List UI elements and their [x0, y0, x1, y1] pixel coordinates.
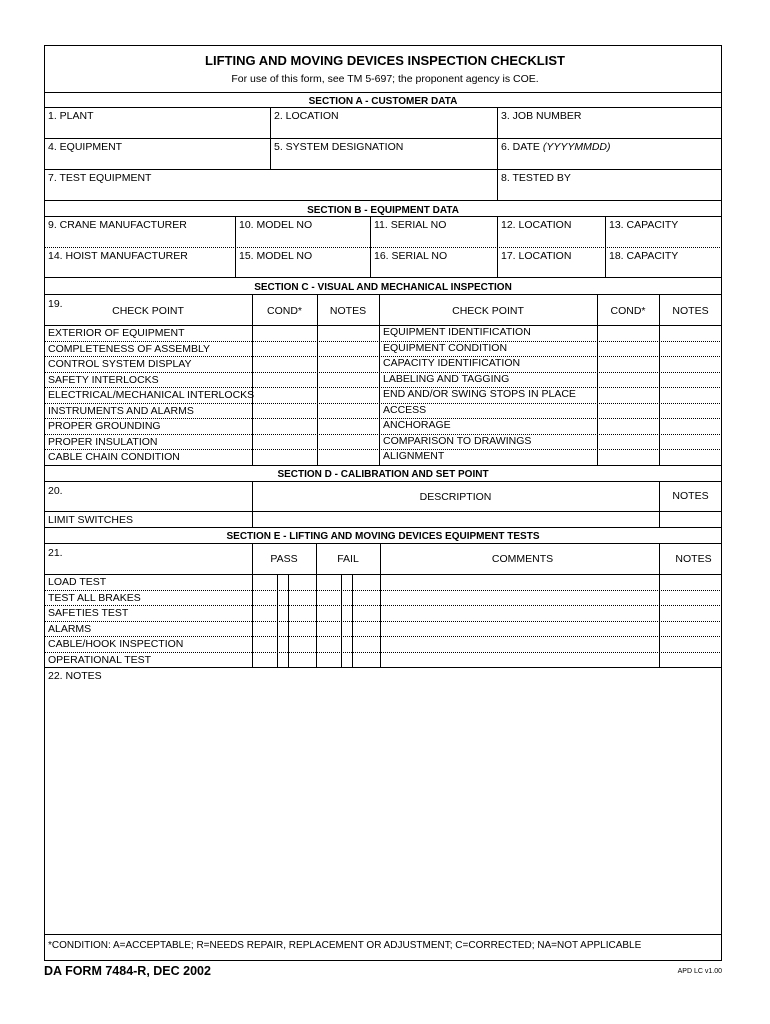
form-number: DA FORM 7484-R, DEC 2002	[44, 964, 211, 978]
date-label: 6. DATE	[501, 141, 540, 153]
visual-check-item-left: INSTRUMENTS AND ALARMS	[48, 404, 194, 417]
equipment-test-item: CABLE/HOOK INSPECTION	[48, 638, 184, 650]
section-e-header: SECTION E - LIFTING AND MOVING DEVICES EQUIPMENT TESTS	[226, 531, 540, 542]
system-designation-field[interactable]: 5. SYSTEM DESIGNATION	[274, 141, 404, 153]
section-a-header: SECTION A - CUSTOMER DATA	[308, 96, 458, 107]
visual-check-item-right: LABELING AND TAGGING	[383, 372, 510, 385]
notes-header-left: NOTES	[329, 305, 367, 317]
pass-header: PASS	[270, 553, 298, 565]
check-point-header-right: CHECK POINT	[452, 305, 524, 317]
hoist-serial-no-field[interactable]: 16. SERIAL NO	[374, 250, 448, 262]
plant-field[interactable]: 1. PLANT	[48, 110, 94, 122]
fail-box[interactable]	[341, 605, 353, 621]
notes-header-right: NOTES	[672, 305, 709, 317]
crane-manufacturer-field[interactable]: 9. CRANE MANUFACTURER	[48, 219, 187, 231]
visual-check-item-right: ALIGNMENT	[383, 450, 445, 463]
calibration-item: LIMIT SWITCHES	[48, 514, 133, 526]
pass-box[interactable]	[277, 590, 289, 606]
crane-capacity-field[interactable]: 13. CAPACITY	[609, 219, 679, 231]
condition-legend: *CONDITION: A=ACCEPTABLE; R=NEEDS REPAIR, REPLACEMENT OR ADJUSTMENT; C=CORRECTED; NA=NOT APPLICABLE	[48, 940, 642, 951]
hoist-capacity-field[interactable]: 18. CAPACITY	[609, 250, 679, 262]
fail-box[interactable]	[341, 590, 353, 606]
section-d-header: SECTION D - CALIBRATION AND SET POINT	[277, 469, 489, 480]
fail-box[interactable]	[341, 636, 353, 652]
cond-header-right: COND*	[610, 305, 646, 317]
visual-check-item-left: ELECTRICAL/MECHANICAL INTERLOCKS	[48, 389, 255, 402]
section-c-number: 19.	[48, 298, 63, 310]
date-format: (YYYYMMDD)	[542, 141, 611, 153]
notes-header-d: NOTES	[672, 490, 709, 502]
visual-check-item-right: ACCESS	[383, 403, 427, 416]
visual-check-item-right: COMPARISON TO DRAWINGS	[383, 434, 532, 447]
visual-check-item-left: CONTROL SYSTEM DISPLAY	[48, 358, 192, 371]
form-subtitle: For use of this form, see TM 5-697; the proponent agency is COE.	[231, 73, 539, 85]
section-e-number: 21.	[48, 547, 63, 559]
visual-check-item-left: PROPER GROUNDING	[48, 420, 161, 433]
equipment-test-item: LOAD TEST	[48, 576, 107, 588]
date-field[interactable]	[501, 141, 611, 153]
check-point-header-left: CHECK POINT	[112, 305, 184, 317]
tested-by-field[interactable]: 8. TESTED BY	[501, 172, 571, 184]
equipment-test-item: ALARMS	[48, 622, 92, 635]
equipment-field[interactable]: 4. EQUIPMENT	[48, 141, 123, 153]
pass-box[interactable]	[277, 605, 289, 621]
fail-header: FAIL	[337, 553, 359, 565]
pass-box[interactable]	[277, 652, 289, 668]
hoist-model-no-field[interactable]: 15. MODEL NO	[239, 250, 313, 262]
equipment-test-item: OPERATIONAL TEST	[48, 653, 152, 666]
fail-box[interactable]	[341, 574, 353, 590]
visual-check-item-right: ANCHORAGE	[383, 419, 451, 432]
visual-check-item-left: SAFETY INTERLOCKS	[48, 373, 159, 386]
visual-check-item-right: END AND/OR SWING STOPS IN PLACE	[383, 388, 576, 401]
visual-check-item-right: CAPACITY IDENTIFICATION	[383, 357, 521, 370]
comments-header: COMMENTS	[491, 553, 554, 565]
crane-model-no-field[interactable]: 10. MODEL NO	[239, 219, 313, 231]
section-d-number: 20.	[48, 485, 63, 497]
visual-check-item-right: EQUIPMENT IDENTIFICATION	[383, 326, 531, 338]
equipment-test-item: SAFETIES TEST	[48, 607, 129, 619]
hoist-location-field[interactable]: 17. LOCATION	[501, 250, 572, 262]
pass-box[interactable]	[277, 574, 289, 590]
visual-check-item-left: CABLE CHAIN CONDITION	[48, 451, 180, 464]
description-header: DESCRIPTION	[419, 491, 492, 503]
pass-box[interactable]	[277, 636, 289, 652]
section-b-header: SECTION B - EQUIPMENT DATA	[307, 205, 459, 216]
section-c-header: SECTION C - VISUAL AND MECHANICAL INSPECTION	[254, 282, 512, 293]
visual-check-item-left: EXTERIOR OF EQUIPMENT	[48, 327, 185, 339]
pass-box[interactable]	[277, 621, 289, 637]
form-version: APD LC v1.00	[677, 968, 722, 975]
visual-check-item-left: COMPLETENESS OF ASSEMBLY	[48, 342, 211, 355]
location-field[interactable]: 2. LOCATION	[274, 110, 339, 122]
hoist-manufacturer-field[interactable]: 14. HOIST MANUFACTURER	[48, 250, 188, 262]
job-number-field[interactable]: 3. JOB NUMBER	[501, 110, 582, 122]
crane-location-field[interactable]: 12. LOCATION	[501, 219, 572, 231]
fail-box[interactable]	[341, 621, 353, 637]
notes-header-e: NOTES	[675, 553, 712, 565]
notes-label[interactable]: 22. NOTES	[48, 670, 102, 682]
visual-check-item-left: PROPER INSULATION	[48, 435, 158, 448]
fail-box[interactable]	[341, 652, 353, 668]
form-title: LIFTING AND MOVING DEVICES INSPECTION CHECKLIST	[205, 53, 565, 68]
cond-header-left: COND*	[266, 305, 302, 317]
crane-serial-no-field[interactable]: 11. SERIAL NO	[374, 219, 447, 231]
test-equipment-field[interactable]: 7. TEST EQUIPMENT	[48, 172, 152, 184]
equipment-test-item: TEST ALL BRAKES	[48, 591, 141, 604]
visual-check-item-right: EQUIPMENT CONDITION	[383, 341, 508, 354]
divider	[44, 92, 722, 93]
